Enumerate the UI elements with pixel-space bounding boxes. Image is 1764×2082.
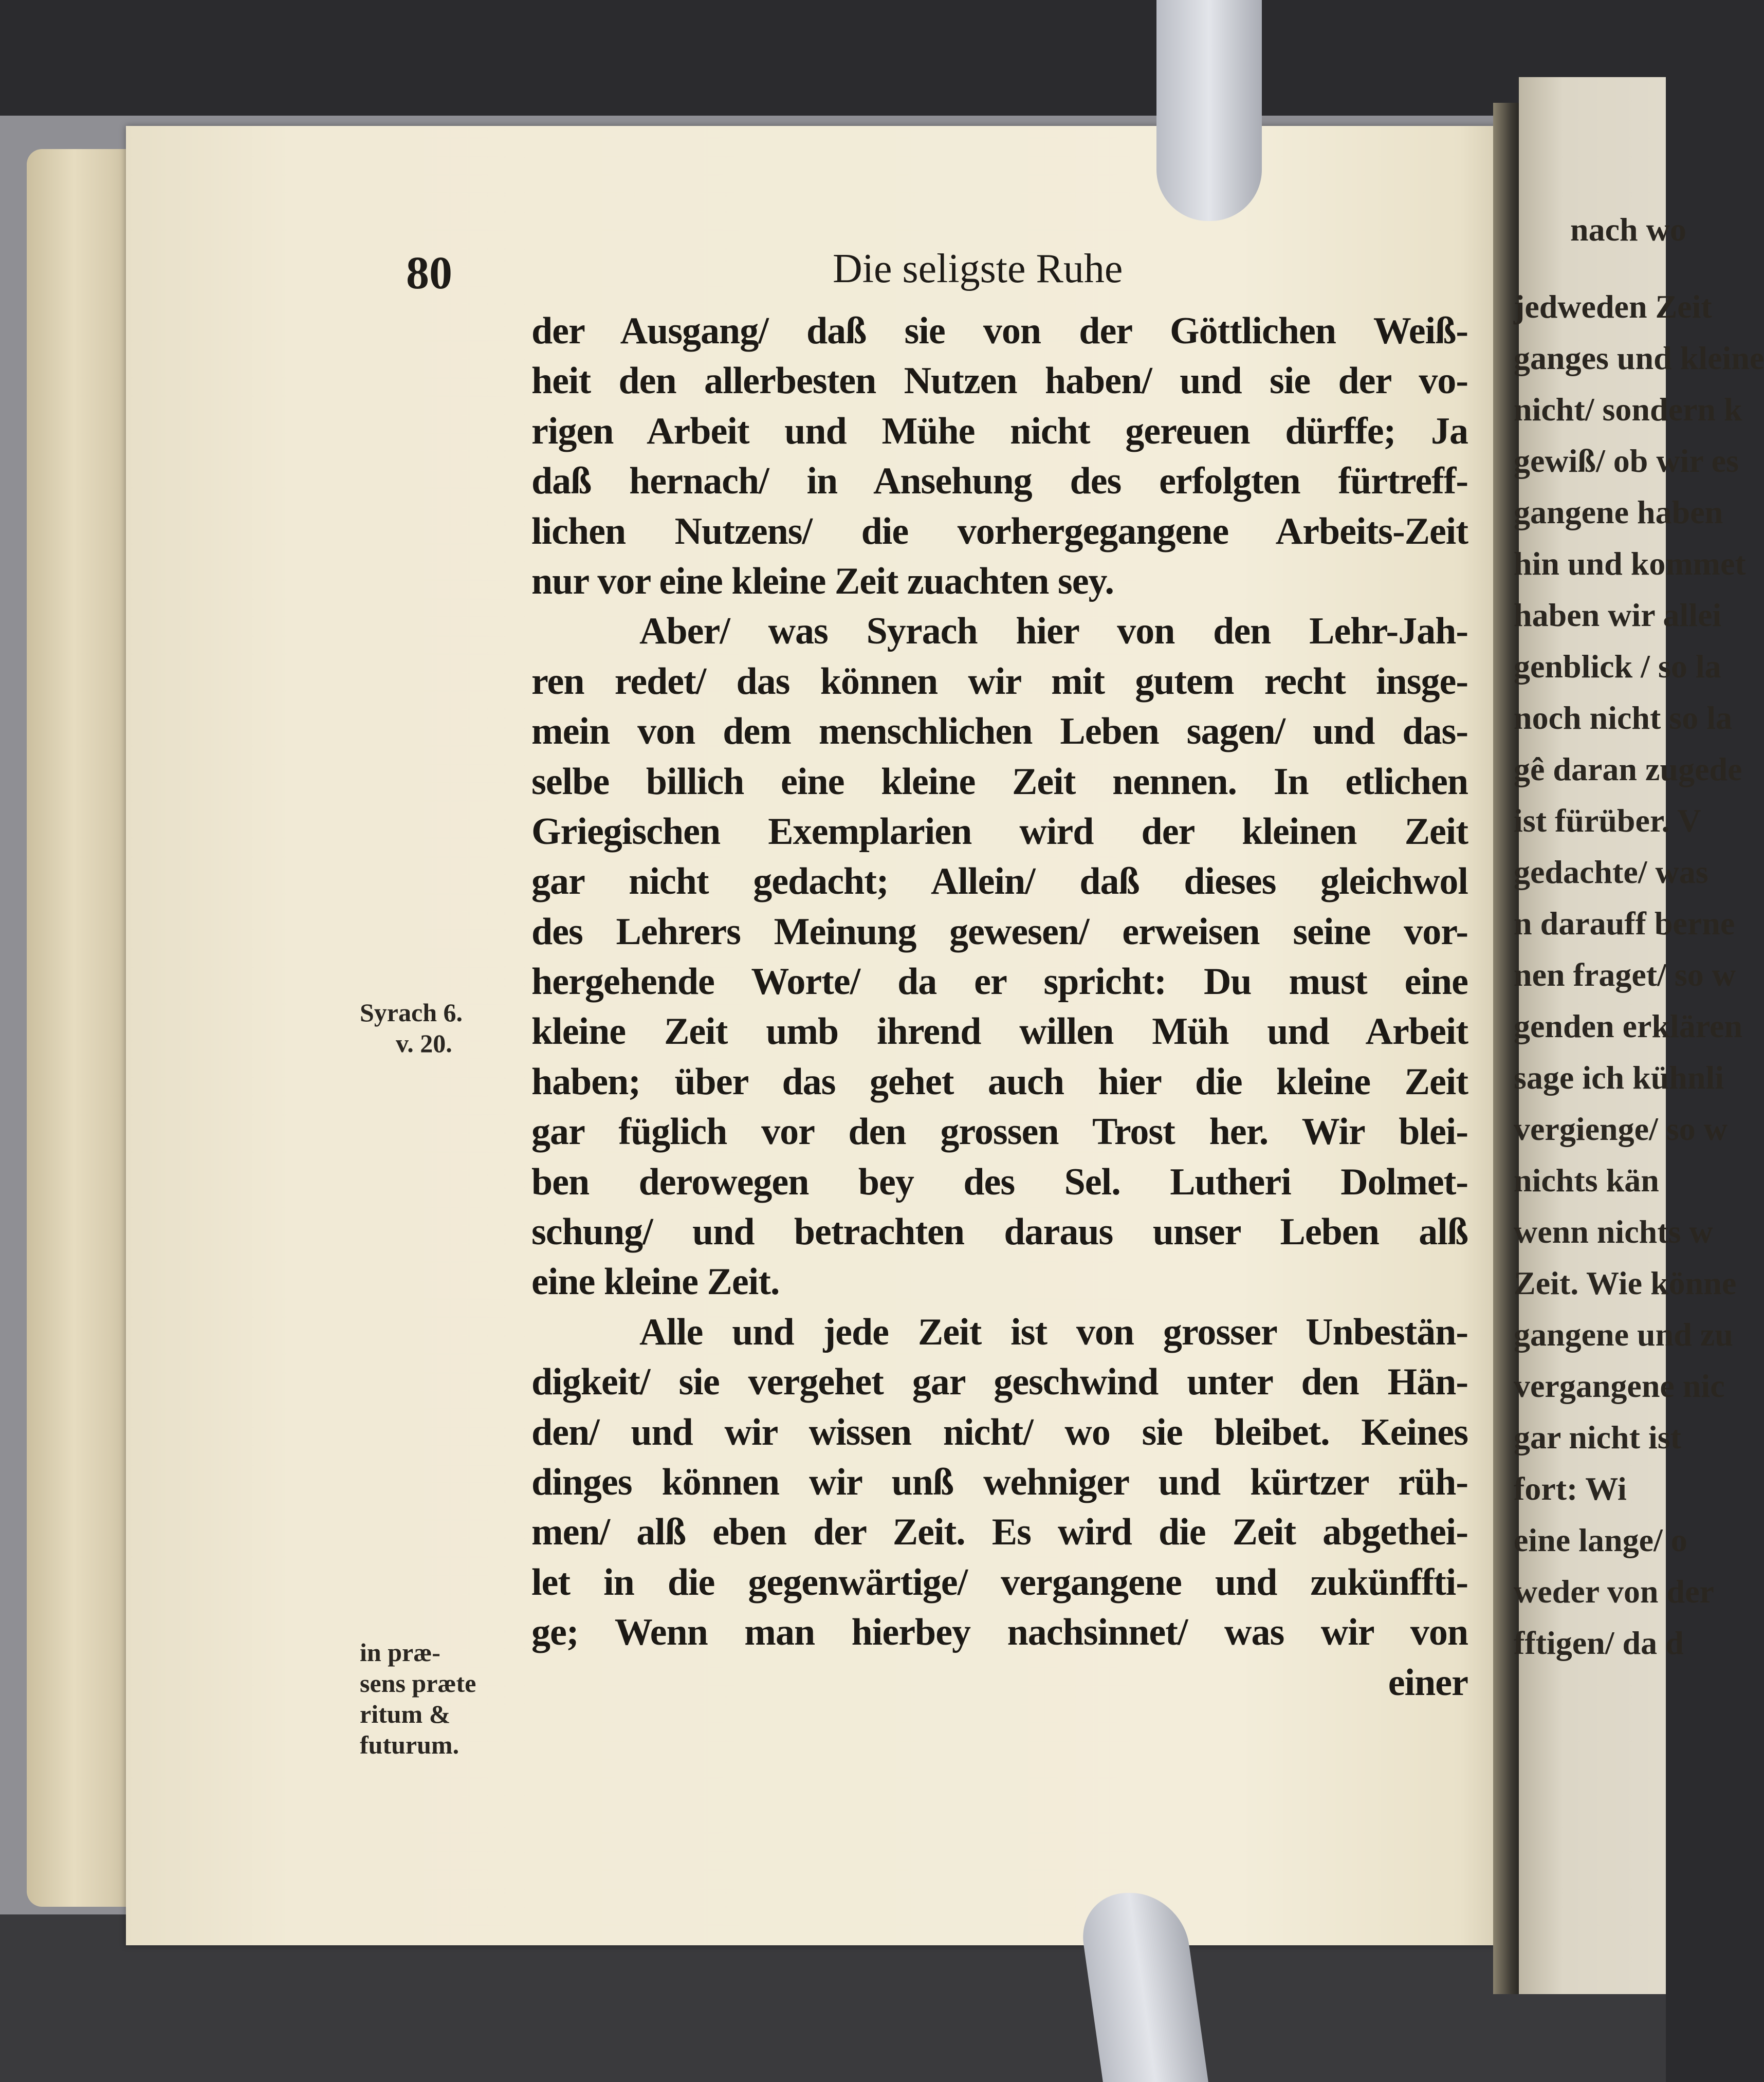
facing-page-line: Zeit. Wie könne [1514, 1265, 1737, 1301]
margin-note-line: ritum & [360, 1700, 451, 1728]
text-line: haben; über das gehet auch hier die kleine Zeit [531, 1060, 1468, 1103]
running-head: Die seligste Ruhe [833, 246, 1123, 291]
text-line: ren redet/ das können wir mit gutem recht insge- [531, 660, 1468, 703]
facing-page-line: hin und kommet [1514, 545, 1746, 582]
page-holder-clip-top [1156, 0, 1262, 221]
text-line: Griegischen Exemplarien wird der kleinen Zeit [531, 810, 1468, 853]
margin-note-line: sens præte [360, 1669, 476, 1698]
facing-page-line: genden erklären [1514, 1008, 1743, 1044]
text-line: mein von dem menschlichen Leben sagen/ und das- [531, 710, 1468, 753]
text-line: gar nicht gedacht; Allein/ daß dieses gleichwol [531, 860, 1468, 903]
text-line: dinges können wir unß wehniger und kürtzer rüh- [531, 1461, 1468, 1503]
margin-note-line: v. 20. [396, 1029, 452, 1058]
body-text [531, 306, 1468, 1708]
text-line: des Lehrers Meinung gewesen/ erweisen seine vor- [531, 910, 1468, 953]
text-line: ben derowegen bey des Sel. Lutheri Dolmet- [531, 1160, 1468, 1203]
facing-page-line: gê daran zugede [1514, 751, 1742, 787]
facing-page-line: eine lange/ o [1514, 1522, 1687, 1558]
text-line: kleine Zeit umb ihrend willen Müh und Arbeit [531, 1010, 1468, 1053]
facing-page-line: weder von der [1514, 1573, 1714, 1610]
facing-page-line: noch nicht so la [1514, 699, 1732, 736]
facing-page-line: wenn nichts w [1514, 1213, 1713, 1250]
text-line: daß hernach/ in Ansehung des erfolgten fürtreff- [531, 460, 1468, 503]
facing-page-line: fftigen/ da d [1514, 1625, 1684, 1661]
text-line: hergehende Worte/ da er spricht: Du must eine [531, 961, 1468, 1003]
facing-page-line: gangene und zu [1514, 1316, 1733, 1353]
text-line: Alle und jede Zeit ist von grosser Unbestän- [639, 1311, 1468, 1353]
text-line: nur vor eine kleine Zeit zuachten sey. [531, 560, 1114, 602]
right-page [1514, 77, 1764, 1994]
text-line: men/ alß eben der Zeit. Es wird die Zeit abgethei- [531, 1511, 1468, 1554]
facing-page-line: nen fraget/ so w [1514, 956, 1736, 993]
margin-note-line: in præ- [360, 1638, 440, 1667]
margin-note-line: futurum. [360, 1730, 460, 1759]
text-line: Aber/ was Syrach hier von den Lehr-Jah- [639, 610, 1468, 653]
facing-page-line: ganges und kleine [1514, 340, 1764, 376]
text-line: der Ausgang/ daß sie von der Göttlichen Weiß- [531, 310, 1468, 352]
text-line: den/ und wir wissen nicht/ wo sie bleibet. Keines [531, 1411, 1468, 1453]
facing-page-line: nach wo [1570, 211, 1686, 248]
text-line: ge; Wenn man hierbey nachsinnet/ was wir von [531, 1611, 1468, 1654]
facing-page-line: n darauff berne [1514, 905, 1735, 942]
facing-page-line: vergienge/ so w [1514, 1111, 1728, 1147]
facing-page-line: fort: Wi [1514, 1470, 1627, 1507]
text-line: selbe billich eine kleine Zeit nennen. In etlichen [531, 760, 1468, 803]
text-line: digkeit/ sie vergehet gar geschwind unter den Hän- [531, 1361, 1468, 1404]
text-line: let in die gegenwärtige/ vergangene und zukünffti- [531, 1561, 1468, 1604]
text-line: gar füglich vor den grossen Trost her. Wir blei- [531, 1111, 1468, 1153]
facing-page-line: jedweden Zeit [1514, 288, 1712, 325]
facing-page-line: gar nicht ist [1514, 1419, 1681, 1455]
catchword: einer [1388, 1661, 1468, 1704]
facing-page-line: ist fürüber. V [1514, 802, 1701, 839]
text-line: rigen Arbeit und Mühe nicht gereuen dürffe; Ja [531, 410, 1468, 452]
facing-page-line: sage ich kühnli [1514, 1059, 1724, 1096]
text-line: eine kleine Zeit. [531, 1261, 780, 1303]
facing-page-line: gedachte/ was [1514, 854, 1708, 890]
facing-page-line: gangene haben [1514, 494, 1723, 530]
text-line: heit den allerbesten Nutzen haben/ und sie der vo- [531, 360, 1468, 402]
margin-note-line: Syrach 6. [360, 998, 463, 1027]
margin-note-syrach [360, 997, 463, 1059]
text-line: schung/ und betrachten daraus unser Leben alß [531, 1211, 1468, 1254]
margin-note-tempora [360, 1637, 476, 1760]
facing-page-line: vergangene nic [1514, 1368, 1725, 1404]
facing-page-line: nichts kän [1514, 1162, 1659, 1199]
facing-page-line: genblick / so la [1514, 648, 1721, 685]
page-number: 80 [406, 248, 452, 299]
facing-page-line: haben wir allei [1514, 597, 1722, 633]
facing-page-line: gewiß/ ob wir es [1514, 443, 1739, 479]
facing-page-line: nicht/ sondern k [1514, 391, 1742, 428]
text-line: lichen Nutzens/ die vorhergegangene Arbeits-Zeit [531, 510, 1468, 552]
